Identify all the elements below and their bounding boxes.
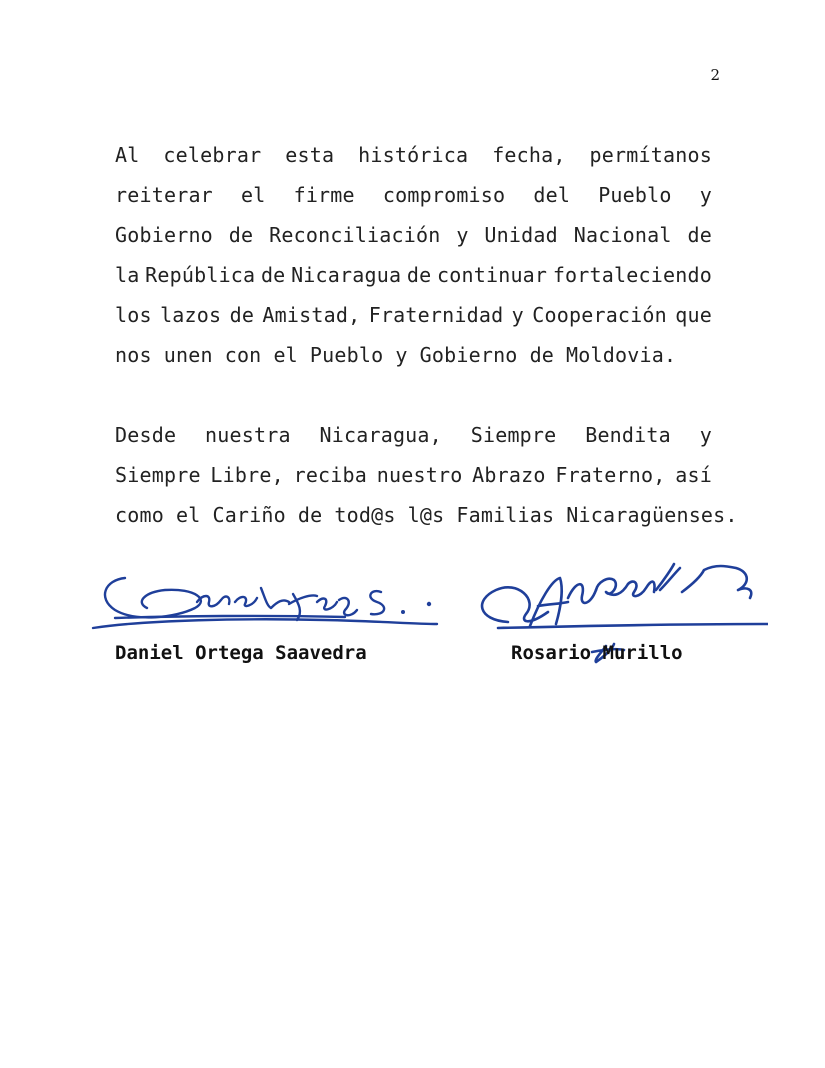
word: Nacional [573, 223, 672, 247]
paragraph-line [115, 455, 712, 495]
paragraph-line [115, 495, 738, 535]
word: de [229, 303, 255, 327]
paragraph-line [115, 175, 712, 215]
word: reciba [293, 463, 368, 487]
word: Nicaragua [291, 263, 402, 287]
word: Fraterno, [555, 463, 666, 487]
signature-daniel-ortega [85, 558, 445, 638]
word: Siempre [470, 423, 557, 447]
word: el [175, 503, 201, 527]
word: y [699, 183, 712, 207]
word: esta [285, 143, 335, 167]
word: Al [115, 143, 140, 167]
word: Bendita [585, 423, 671, 447]
word: Unidad [484, 223, 558, 247]
word: Siempre [115, 463, 201, 487]
word: Cooperación [532, 303, 667, 327]
paragraph-line [115, 415, 712, 455]
word: y [699, 423, 712, 447]
word: celebrar [163, 143, 262, 167]
word: de [529, 343, 555, 367]
word: la [115, 263, 140, 287]
word: Nicaragua, [319, 423, 442, 447]
word: reiterar [115, 183, 213, 207]
word: unen [163, 343, 213, 367]
word: de [687, 223, 712, 247]
paragraph-line [115, 215, 712, 255]
word: los [115, 303, 152, 327]
word: que [675, 303, 712, 327]
word: lazos [160, 303, 222, 327]
paragraph-line [115, 135, 712, 175]
word: l@s [407, 503, 445, 527]
word: nos [115, 343, 152, 367]
word: Abrazo [472, 463, 546, 487]
page-number: 2 [710, 66, 720, 84]
paragraph-line [115, 295, 712, 335]
word: República [145, 263, 256, 287]
word: permítanos [589, 143, 712, 167]
word: Reconciliación [269, 223, 441, 247]
signature-ink [93, 578, 437, 628]
word: del [533, 183, 571, 207]
word: de [228, 223, 254, 247]
word: de [297, 503, 323, 527]
word: Amistad, [262, 303, 361, 327]
word: Gobierno [419, 343, 518, 367]
paragraph-1 [115, 135, 712, 375]
word: Fraternidad [368, 303, 504, 327]
signer-name-left: Daniel Ortega Saavedra [115, 642, 367, 664]
word: de [260, 263, 286, 287]
word: Moldovia. [566, 343, 677, 367]
word: Cariño [212, 503, 286, 527]
word: nuestra [205, 423, 291, 447]
word: nuestro [376, 463, 463, 487]
word: y [395, 343, 408, 367]
word: Libre, [210, 463, 284, 487]
signer-name-right: Rosario Murillo [511, 642, 683, 664]
word: así [675, 463, 712, 487]
word: el [273, 343, 298, 367]
word: fortaleciendo [552, 263, 712, 287]
word: compromiso [382, 183, 506, 207]
paragraph-line [115, 335, 712, 375]
word: como [115, 503, 164, 527]
word: Desde [115, 423, 177, 447]
word: fecha, [492, 143, 566, 167]
word: el [241, 183, 266, 207]
word: con [224, 343, 262, 367]
paragraph-2 [115, 415, 738, 535]
word: de [406, 263, 432, 287]
word: tod@s [334, 503, 396, 527]
word: Pueblo [309, 343, 384, 367]
word: Pueblo [598, 183, 672, 207]
word: Nicaragüenses. [566, 503, 738, 527]
word: continuar [437, 263, 548, 287]
word: Gobierno [115, 223, 213, 247]
word: firme [293, 183, 355, 207]
word: Familias [456, 503, 555, 527]
word: y [511, 303, 524, 327]
word: histórica [358, 143, 469, 167]
word: y [456, 223, 469, 247]
paragraph-line [115, 255, 712, 295]
